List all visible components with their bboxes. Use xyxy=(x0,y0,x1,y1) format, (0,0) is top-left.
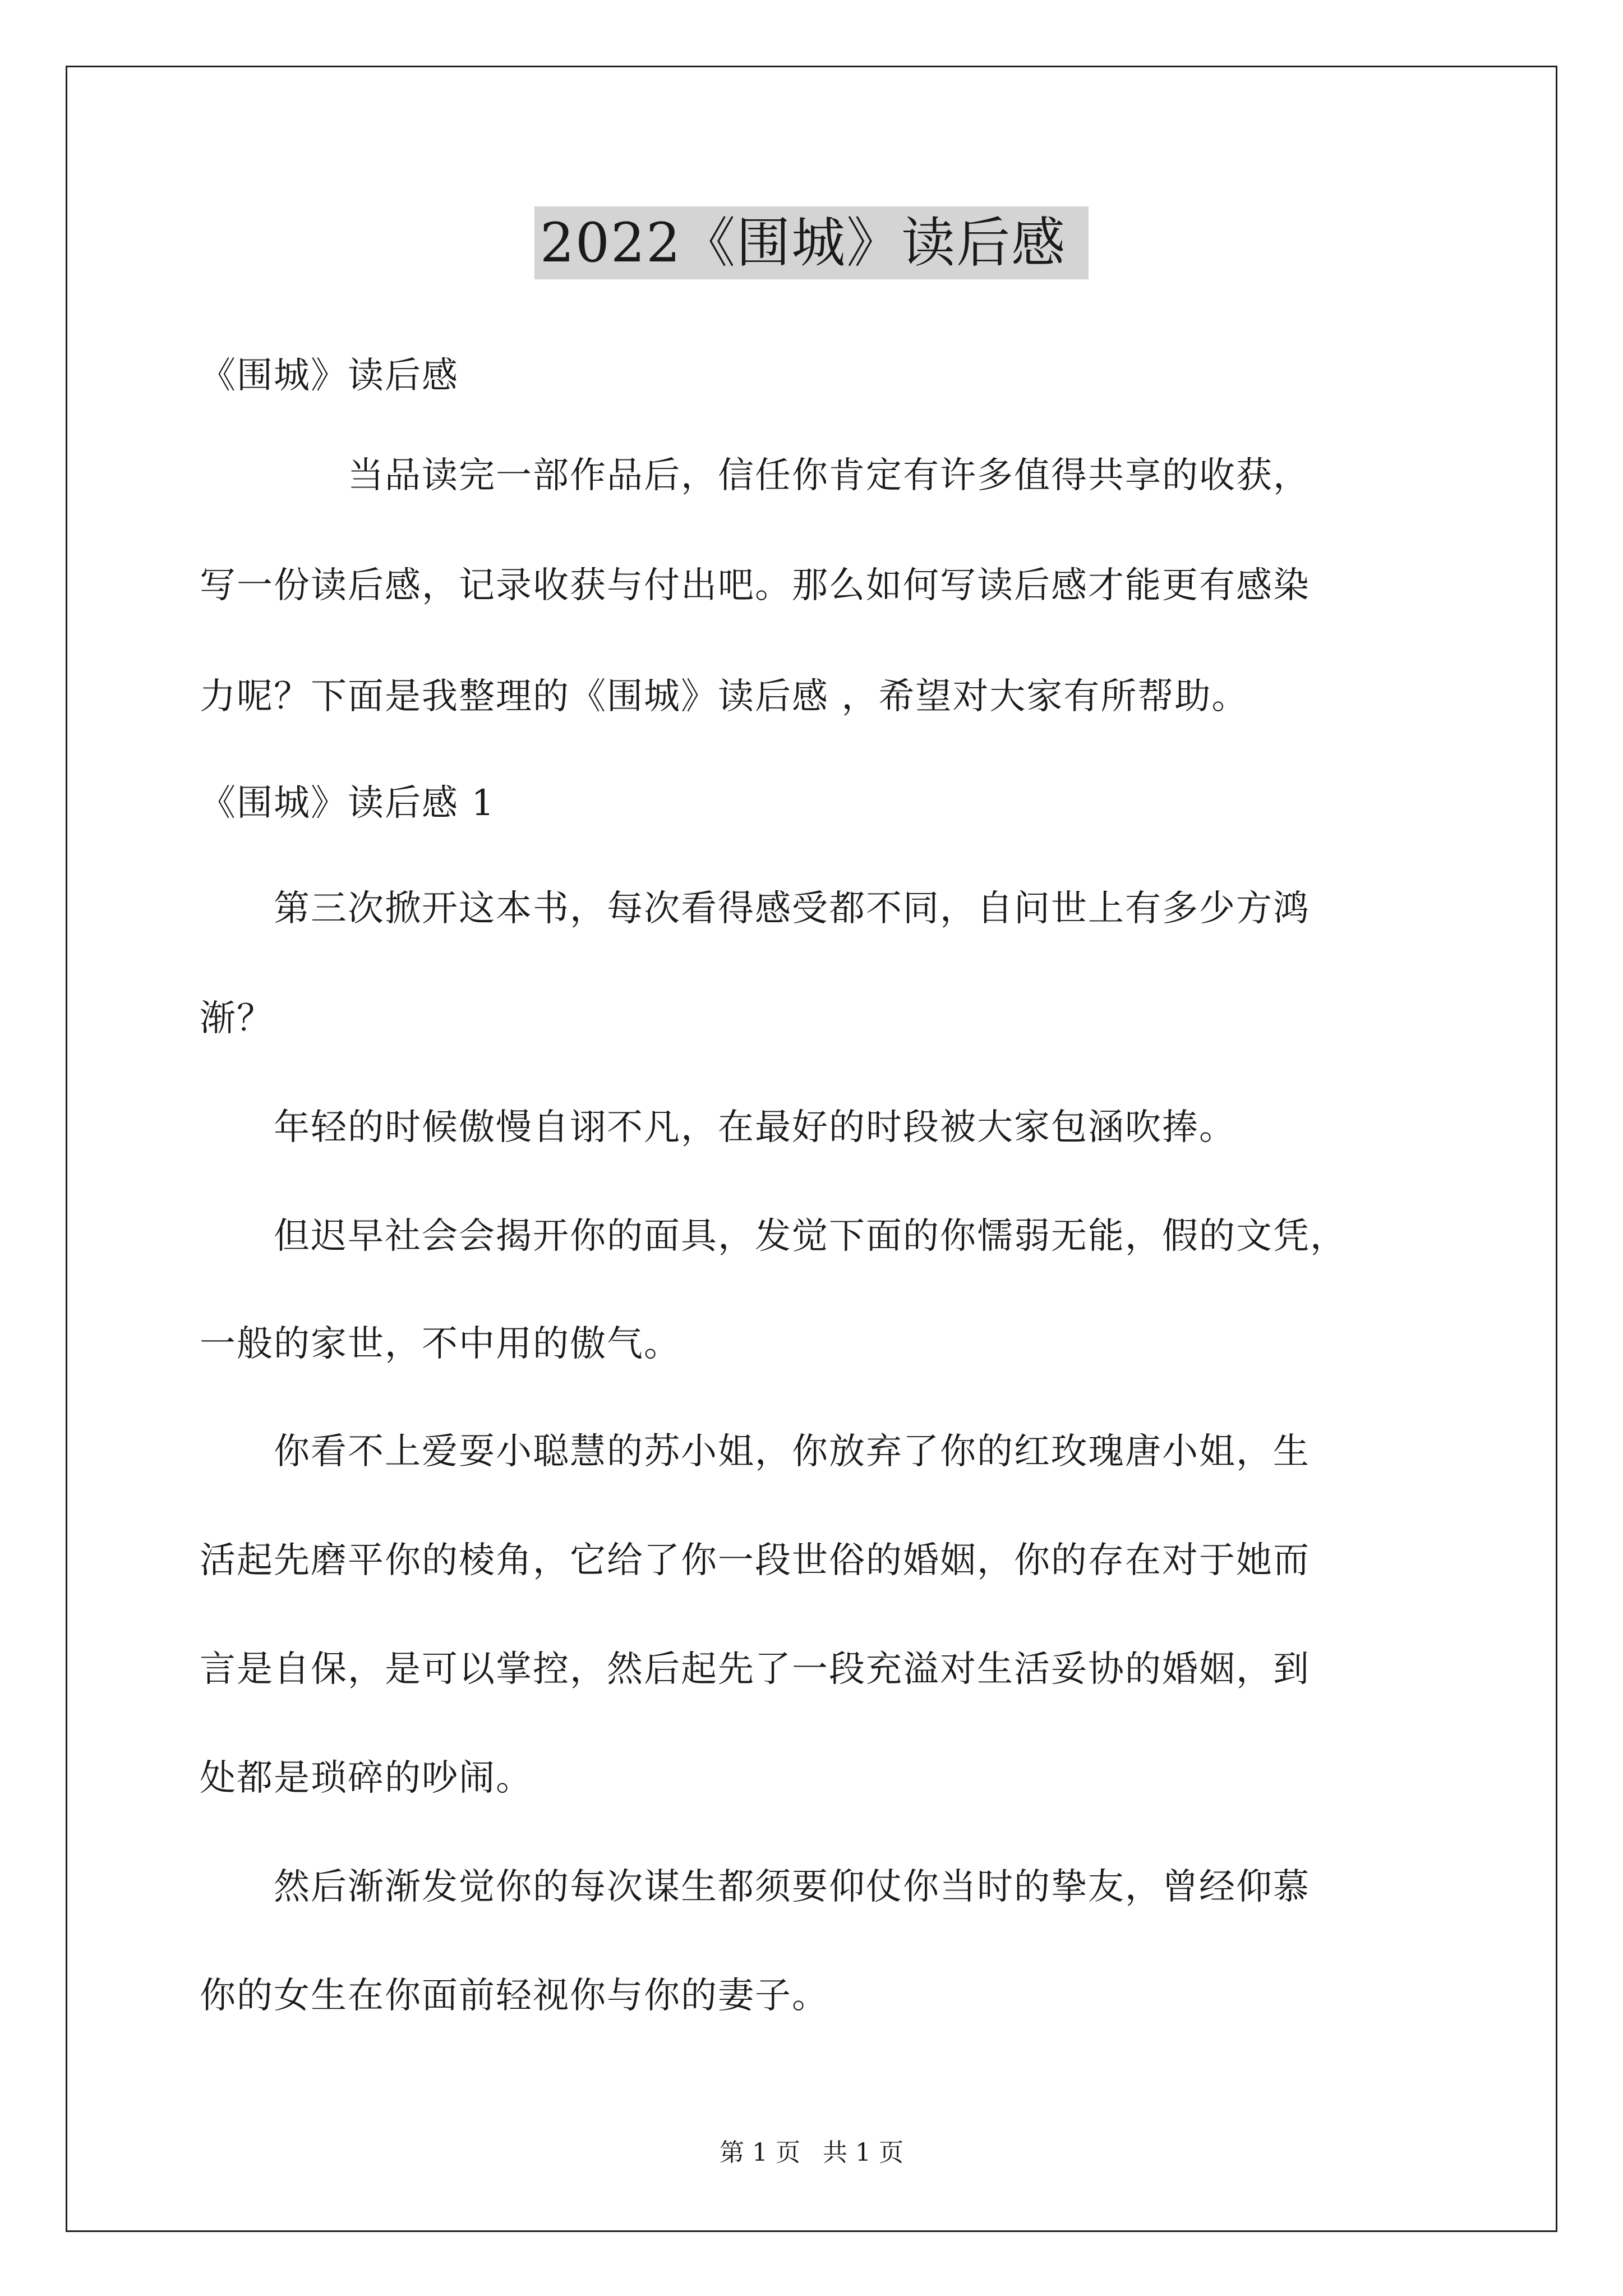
page-number: 第 1 页 xyxy=(720,2138,800,2167)
text-line: 写一份读后感，记录收获与付出吧。那么如何写读后感才能更有感染 xyxy=(200,565,1310,606)
text-line: 言是自保，是可以掌控，然后起先了一段充溢对生活妥协的婚姻，到 xyxy=(200,1649,1310,1690)
text-line: 《围城》读后感 xyxy=(200,355,459,397)
text-line: 你看不上爱耍小聪慧的苏小姐，你放弃了你的红玫瑰唐小姐，生 xyxy=(200,1431,1310,1473)
text-line: 力呢？下面是我整理的《围城》读后感 ，希望对大家有所帮助。 xyxy=(200,676,1249,717)
page-total: 共 1 页 xyxy=(823,2138,903,2167)
text-line: 当品读完一部作品后，信任你肯定有许多值得共享的收获， xyxy=(200,455,1310,496)
text-line: 《围城》读后感 1 xyxy=(200,783,496,824)
text-line: 然后渐渐发觉你的每次谋生都须要仰仗你当时的挚友，曾经仰慕 xyxy=(200,1866,1310,1908)
text-line: 但迟早社会会揭开你的面具，发觉下面的你懦弱无能，假的文凭， xyxy=(200,1216,1347,1257)
page-footer xyxy=(0,2137,1623,2169)
text-line: 一般的家世，不中用的傲气。 xyxy=(200,1323,681,1365)
text-line: 渐？ xyxy=(200,998,274,1039)
text-line: 年轻的时候傲慢自诩不凡，在最好的时段被大家包涵吹捧。 xyxy=(200,1107,1236,1148)
title-container xyxy=(0,206,1623,279)
text-line: 你的女生在你面前轻视你与你的妻子。 xyxy=(200,1975,829,2017)
text-line: 第三次掀开这本书，每次看得感受都不同，自问世上有多少方鸿 xyxy=(200,888,1310,930)
document-title: 2022《围城》读后感 xyxy=(534,206,1089,279)
text-line: 处都是琐碎的吵闹。 xyxy=(200,1757,533,1799)
text-line: 活起先磨平你的棱角，它给了你一段世俗的婚姻，你的存在对于她而 xyxy=(200,1540,1310,1581)
